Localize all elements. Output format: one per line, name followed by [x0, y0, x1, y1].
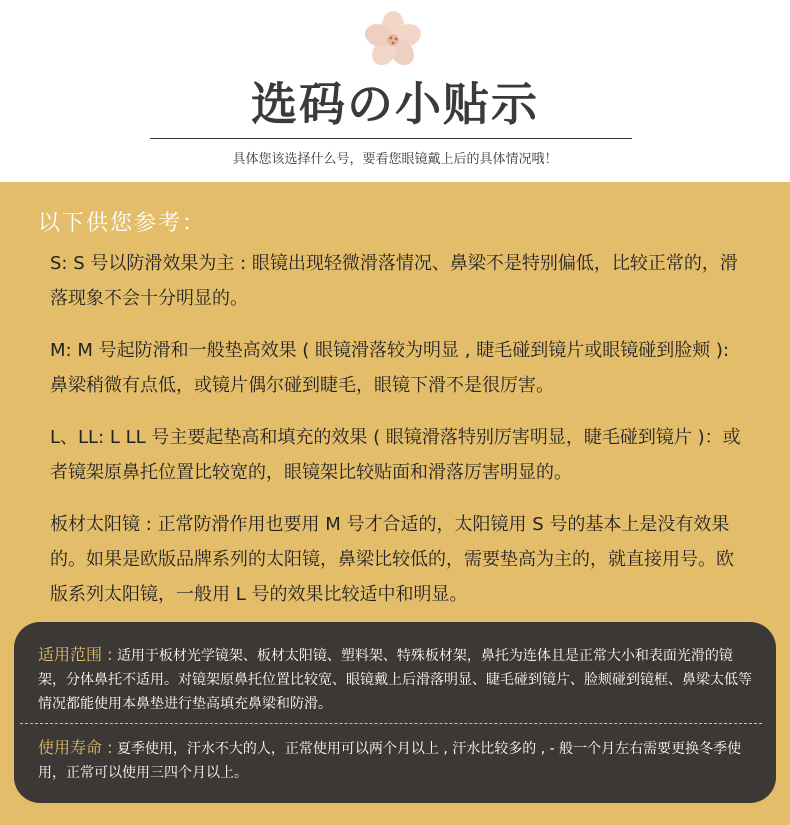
life-label: 使用寿命 :: [38, 738, 113, 757]
size-l-description: L、LL: L LL 号主要起垫高和填充的效果 ( 眼镜滑落特别厉害明显，睫毛碰到镜片 )：或者镜架原鼻托位置比较宽的，眼镜架比较贴面和滑落厉害明显的。: [50, 427, 741, 483]
info-divider: [20, 723, 762, 724]
size-m-description: M: M 号起防滑和一般垫高效果 ( 眼镜滑落较为明显 , 睫毛碰到镜片或眼镜碰到脸颊 ): 鼻梁稍微有点低，或镜片偶尔碰到睫毛，眼镜下滑不是很厉害。: [50, 340, 730, 396]
scope-text: 适用于板材光学镜架、板材太阳镜、塑料架、特殊板材架，鼻托为连体且是正常大小和表面光滑的镜架，分体鼻托不适用。对镜架原鼻托位置比较宽、眼镜戴上后滑落明显、睫毛碰到镜片、脸颊碰到镜框、鼻梁太低等情况都能使用本鼻垫进行垫高填充鼻梁和防滑。: [38, 648, 752, 712]
page-title: 选码の小贴示: [251, 77, 539, 131]
page-subtitle: 具体您该选择什么号，要看您眼镜戴上后的具体情况哦！: [232, 152, 558, 167]
flower-icon: [362, 10, 424, 70]
scope-label: 适用范围 :: [38, 645, 113, 664]
reference-heading: 以下供您参考：: [38, 211, 207, 236]
sunglasses-description: 板材太阳镜 : 正常防滑作用也要用 M 号才合适的，太阳镜用 S 号的基本上是没有效果的。如果是欧版品牌系列的太阳镜，鼻梁比较低的，需要垫高为主的，就直接用号。欧版系列太阳镜，一般用 L 号的效果比较适中和明显。: [50, 514, 734, 605]
size-s-description: S: S 号以防滑效果为主 : 眼镜出现轻微滑落情况、鼻梁不是特别偏低，比较正常的，滑落现象不会十分明显的。: [50, 253, 738, 309]
life-block: [38, 736, 758, 785]
scope-block: [38, 643, 758, 716]
header-section: [0, 0, 790, 182]
life-text: 夏季使用，汗水不大的人，正常使用可以两个月以上 , 汗水比较多的 , - 般一个月左右需要更换冬季使用，正常可以使用三四个月以上。: [38, 741, 742, 781]
title-divider: [150, 138, 632, 139]
